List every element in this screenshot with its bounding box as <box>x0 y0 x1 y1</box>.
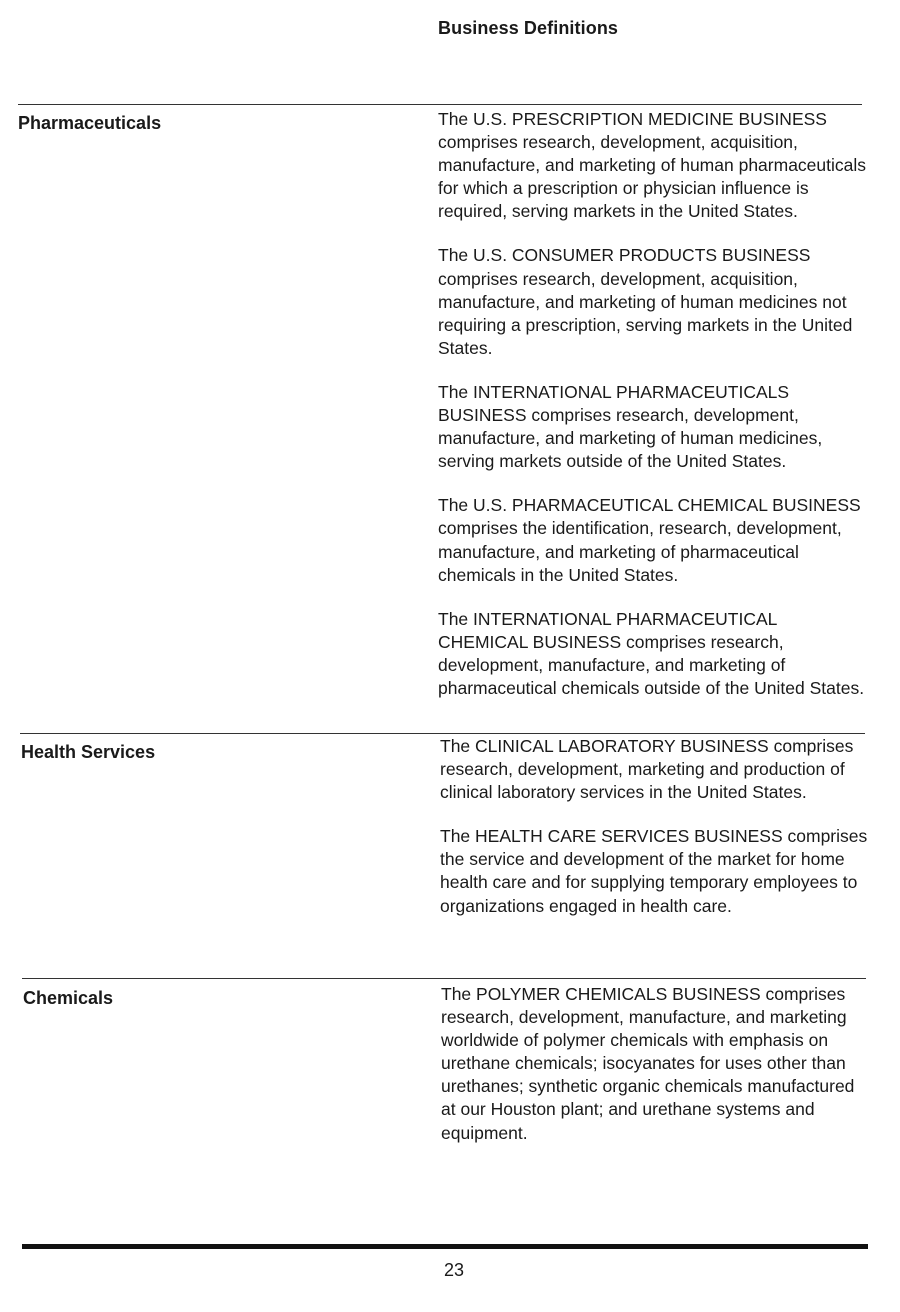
section-label-health-services: Health Services <box>21 742 156 762</box>
health-services-definitions <box>440 735 872 918</box>
definition-paragraph: The INTERNATIONAL PHARMACEUTICAL CHEMICAL BUSINESS comprises research, development, manufacture, and marketing of pharmaceutical chemicals outside of the United States. <box>438 608 865 698</box>
definition-paragraph: The U.S. PHARMACEUTICAL CHEMICAL BUSINESS comprises the identification, research, development, manufacture, and marketing of pharmaceutical chemicals in the United States. <box>438 495 861 585</box>
page-title: Business Definitions <box>438 18 619 38</box>
definition-paragraph: The HEALTH CARE SERVICES BUSINESS comprises the service and development of the market for home health care and for supplying temporary employees to organizations engaged in health care. <box>440 826 868 916</box>
page-number: 23 <box>443 1260 465 1280</box>
section-divider <box>20 733 865 734</box>
section-divider <box>22 978 866 979</box>
section-divider <box>18 104 862 105</box>
chemicals-definitions <box>441 983 873 1145</box>
definition-paragraph: The POLYMER CHEMICALS BUSINESS comprises research, development, manufacture, and marketing worldwide of polymer chemicals with emphasis on urethane chemicals; isocyanates for uses other than urethanes; synthetic organic chemicals manufactured at our Houston plant; and urethane systems and equipment. <box>441 984 855 1143</box>
definition-paragraph: The U.S. PRESCRIPTION MEDICINE BUSINESS comprises research, development, acquisition, manufacture, and marketing of human pharmaceuticals for which a prescription or physician influence is required, serving markets in the United States. <box>438 109 867 222</box>
section-label-pharmaceuticals: Pharmaceuticals <box>18 113 162 133</box>
pharmaceuticals-definitions <box>438 108 870 700</box>
definition-paragraph: The U.S. CONSUMER PRODUCTS BUSINESS comprises research, development, acquisition, manufacture, and marketing of human medicines not requiring a prescription, serving markets in the United States. <box>438 245 853 358</box>
footer-rule <box>22 1244 868 1249</box>
definition-paragraph: The INTERNATIONAL PHARMACEUTICALS BUSINESS comprises research, development, manufacture, and marketing of human medicines, serving markets outside of the United States. <box>438 381 823 472</box>
definition-paragraph: The CLINICAL LABORATORY BUSINESS comprises research, development, marketing and production of clinical laboratory services in the United States. <box>440 736 854 803</box>
section-label-chemicals: Chemicals <box>23 988 114 1008</box>
